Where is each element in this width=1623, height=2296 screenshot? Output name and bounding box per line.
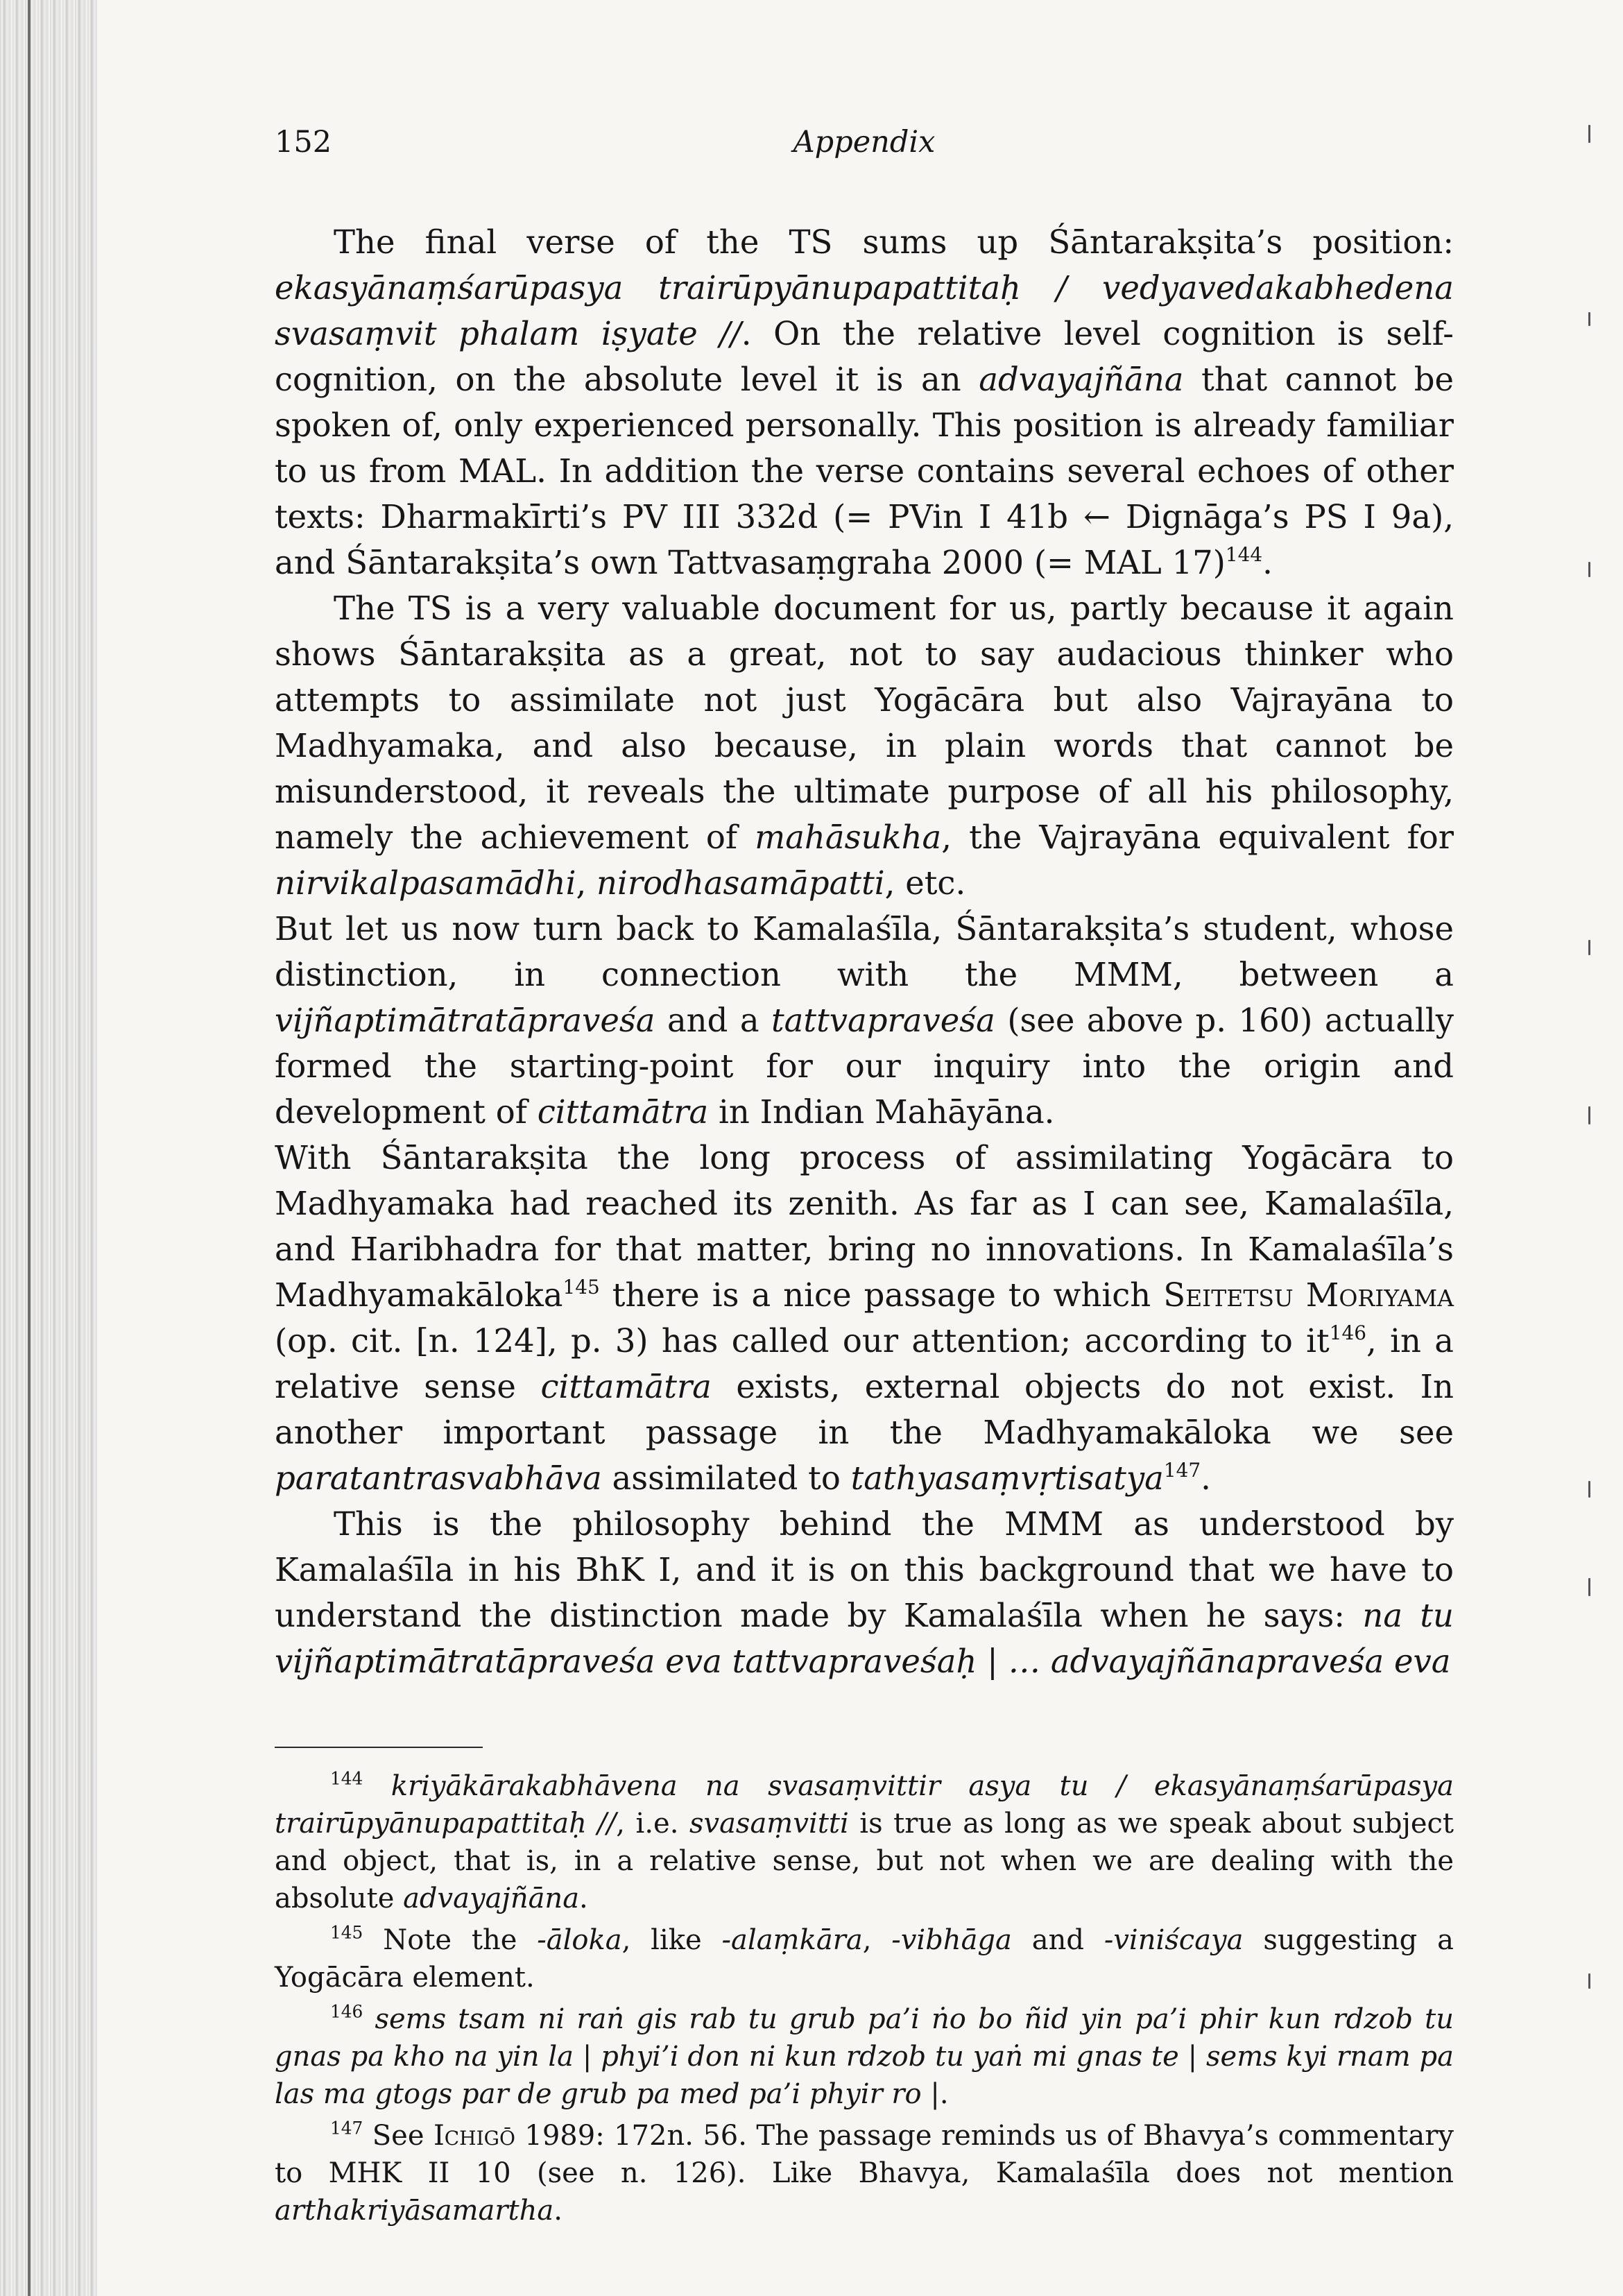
text-run: . — [579, 1883, 588, 1914]
text-run: there is a nice passage to which — [599, 1276, 1164, 1314]
text-run: is true as long as we speak about subject and object, that is, in a relative sense, but not when we are dealing with the absolute — [275, 1808, 1454, 1914]
margin-speck — [1588, 125, 1590, 143]
text-run: The TS is a very valuable document for us, partly because it again shows Śāntarakṣita as a great, not to say audacious thinker who attempts to assimilate not just Yogācāra but also Vajrayāna to Madhyamaka, and also because, in plain words that cannot be misunderstood, it reveals the ultimate purpose of all his philosophy, namely the achievement of — [275, 590, 1454, 856]
page-number: 152 — [275, 125, 332, 160]
text-run: This is the philosophy behind the MMM as understood by Kamalaśīla in his BhK I, and it is on this background that we have to understand the distinction made by Kamalaśīla when he says: — [275, 1505, 1454, 1634]
footnote-divider — [275, 1747, 483, 1748]
margin-speck — [1588, 562, 1590, 577]
text-run: Note the — [383, 1924, 538, 1956]
sanskrit-verse: ekasyānaṃśarūpasya trairūpyānupapattitaḥ / vedyavedakabhedena svasaṃvit phalam iṣyate // — [275, 269, 1454, 352]
term-advayajnana: advayajñāna — [979, 361, 1184, 398]
footnote-144 — [275, 1767, 1454, 1917]
footnote-ref-146[interactable]: 146 — [1329, 1321, 1366, 1344]
footnote-number: 145 — [330, 1922, 363, 1943]
term-cittamatra: cittamātra — [540, 1368, 712, 1405]
footnote-ref-147[interactable]: 147 — [1163, 1458, 1201, 1482]
text-run: , — [576, 864, 597, 902]
tibetan-quote: sems tsam ni raṅ gis rab tu grub pa’i ṅo bo ñid yin pa’i phir kun rdzob tu gnas pa kho na yin la | phyi’i don ni kun rdzob tu yaṅ mi gnas te | sems kyi rnam pa las ma gtogs par de grub pa med pa’i phyir ro | — [275, 2003, 1454, 2110]
running-head: Appendix — [793, 125, 936, 160]
main-text — [275, 219, 1454, 1684]
margin-speck — [1588, 1578, 1590, 1596]
footnote-ref-144[interactable]: 144 — [1225, 542, 1263, 566]
book-page — [275, 125, 1454, 2234]
text-run: in Indian Mahāyāna. — [708, 1093, 1055, 1131]
sanskrit-quote: na tu vijñaptimātratāpraveśa eva tattvapraveśaḥ | … advayajñānapraveśa eva — [275, 1597, 1454, 1680]
term-advayajnana: advayajñāna — [403, 1883, 580, 1914]
text-run: and — [1011, 1924, 1104, 1956]
text-run: . — [553, 2195, 563, 2227]
footnote-ref-145[interactable]: 145 — [563, 1275, 600, 1299]
paragraph-kamalasila — [275, 906, 1454, 1135]
text-run: The final verse of the TS sums up Śāntarakṣita’s position: — [334, 223, 1454, 261]
footnote-147 — [275, 2117, 1454, 2229]
term-mahasukha: mahāsukha — [755, 819, 942, 856]
text-run: suggesting a Yogācāra element. — [275, 1924, 1454, 1994]
term-svasamvitti: svasaṃvitti — [689, 1808, 849, 1840]
margin-speck — [1588, 1973, 1590, 1989]
margin-speck — [1588, 1106, 1590, 1124]
text-run: that cannot be spoken of, only experienced personally. This position is already familiar to us from MAL. In addition the verse contains several echoes of other texts: Dharmakīrti’s PV III 332d (= PVin I 41b ← Dignāga’s PS I 9a), and Śāntarakṣita’s own Tattvasaṃgraha 2000 (= MAL 17) — [275, 361, 1454, 581]
footnote-145 — [275, 1921, 1454, 1996]
term-nirodhasamapatti: nirodhasamāpatti — [596, 864, 885, 902]
text-run: . On the relative level cognition is self-cognition, on the absolute level it is an — [275, 315, 1454, 398]
text-run: . — [1262, 544, 1273, 581]
text-run: , like — [621, 1924, 722, 1956]
text-run: assimilated to — [601, 1459, 851, 1497]
term-paratantrasvabhava: paratantrasvabhāva — [275, 1459, 602, 1497]
footnotes — [275, 1767, 1454, 2229]
footnote-number: 144 — [330, 1768, 363, 1789]
term-cittamatra: cittamātra — [537, 1093, 709, 1131]
text-run: 1989: 172n. 56. The passage reminds us of Bhavya’s commentary to MHK II 10 (see n. 126). Like Bhavya, Kamalaśīla does not mention — [275, 2120, 1454, 2189]
margin-speck — [1588, 1481, 1590, 1498]
term-tattvapravesa: tattvapraveśa — [771, 1002, 995, 1039]
binding-edge — [28, 0, 31, 2296]
term-aloka: -āloka — [537, 1924, 622, 1956]
text-run: With Śāntarakṣita the long process of assimilating Yogācāra to Madhyamaka had reached its zenith. As far as I can see, Kamalaśīla, and Haribhadra for that matter, bring no innovations. In Kamalaśīla’s Madhyamakāloka — [275, 1139, 1454, 1314]
footnote-146 — [275, 2001, 1454, 2113]
text-run: But let us now turn back to Kamalaśīla, Śāntarakṣita’s student, whose distinction, in connection with the MMM, between a — [275, 910, 1454, 993]
text-run: See — [372, 2120, 433, 2152]
text-run: , the Vajrayāna equivalent for — [941, 819, 1454, 856]
paragraph-zenith — [275, 1135, 1454, 1501]
term-tathyasamvrtisatya: tathyasaṃvṛtisatya — [850, 1459, 1164, 1497]
term-viniscaya: -viniścaya — [1104, 1924, 1244, 1956]
page-header — [275, 125, 1454, 180]
text-run: , — [862, 1924, 892, 1956]
text-run: , etc. — [884, 864, 966, 902]
text-run: , in a relative sense — [275, 1322, 1454, 1405]
term-nirvikalpasamadhi: nirvikalpasamādhi — [275, 864, 576, 902]
footnote-number: 146 — [330, 2001, 363, 2022]
sanskrit-verse: kriyākārakabhāvena na svasaṃvittir asya tu / ekasyānaṃśarūpasya trairūpyānupapattitaḥ // — [275, 1770, 1454, 1840]
footnote-number: 147 — [330, 2118, 363, 2139]
text-run: , i.e. — [616, 1808, 689, 1840]
text-run: . — [1201, 1459, 1211, 1497]
term-alamkara: -alaṃkāra — [721, 1924, 863, 1956]
book-binding-shadow — [0, 0, 97, 2296]
text-run: exists, external objects do not exist. In another important passage in the Madhyamakāloka we see — [275, 1368, 1454, 1451]
text-run: (see above p. 160) actually formed the starting-point for our inquiry into the origin and development of — [275, 1002, 1454, 1131]
margin-speck — [1588, 312, 1590, 326]
term-arthakriyasamartha: arthakriyāsamartha — [275, 2195, 554, 2227]
text-run: (op. cit. [n. 124], p. 3) has called our attention; according to it — [275, 1322, 1330, 1360]
term-vijnaptimatratapravesa: vijñaptimātratāpraveśa — [275, 1002, 655, 1039]
text-run: . — [939, 2078, 949, 2110]
paragraph-philosophy — [275, 1501, 1454, 1684]
text-run: and a — [655, 1002, 771, 1039]
author-name: Ichigō — [433, 2120, 515, 2152]
paragraph-ts-document — [275, 585, 1454, 906]
author-name: Seitetsu Moriyama — [1163, 1276, 1454, 1314]
term-vibhaga: -vibhāga — [891, 1924, 1012, 1956]
paragraph-ts-verse — [275, 219, 1454, 585]
margin-speck — [1588, 940, 1590, 955]
